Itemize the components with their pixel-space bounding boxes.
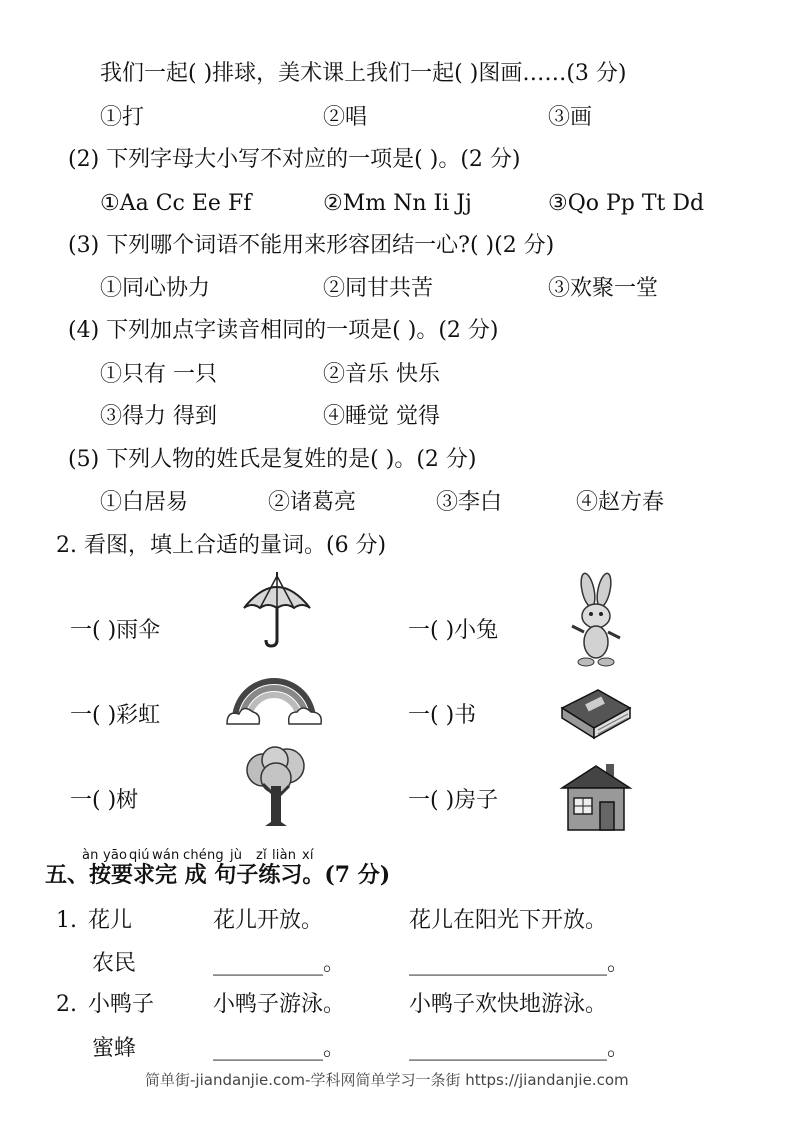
umbrella-icon	[240, 572, 314, 648]
option-1: ①同心协力	[100, 276, 211, 301]
example-short: 花儿开放。	[213, 908, 324, 933]
pinyin-qiu: qiú	[129, 848, 150, 863]
question-1-1-text: 我们一起( )排球，美术课上我们一起( )图画……(3 分)	[100, 61, 627, 86]
measure-word-tree: 一( )树	[70, 788, 139, 813]
question-3-text: (3) 下列哪个词语不能用来形容团结一心?( )(2 分)	[68, 233, 555, 258]
example-long: 花儿在阳光下开放。	[409, 908, 608, 933]
option-2: ②唱	[323, 105, 368, 130]
option-3: ③李白	[436, 490, 503, 515]
option-1: ①打	[100, 105, 145, 130]
answer-blank-long[interactable]: __________________。	[409, 1036, 630, 1061]
section-2-title: 2. 看图，填上合适的量词。(6 分)	[56, 533, 387, 558]
option-3: ③画	[548, 105, 593, 130]
subject-word: 花儿	[88, 908, 133, 933]
question-4-text: (4) 下列加点字读音相同的一项是( )。(2 分)	[68, 318, 499, 343]
answer-blank-short[interactable]: __________。	[213, 1036, 346, 1061]
book-icon	[558, 688, 634, 742]
option-1: ①只有 一只	[100, 362, 217, 387]
measure-word-book: 一( )书	[408, 703, 477, 728]
option-2: ②同甘共苦	[323, 276, 434, 301]
option-1: ①白居易	[100, 490, 189, 515]
answer-blank-short[interactable]: __________。	[213, 951, 346, 976]
option-2: ②音乐 快乐	[323, 362, 440, 387]
rainbow-icon	[225, 676, 323, 730]
example-short: 小鸭子游泳。	[213, 992, 346, 1017]
tree-icon	[243, 746, 309, 828]
house-icon	[560, 760, 632, 832]
measure-word-house: 一( )房子	[408, 788, 499, 813]
pinyin-an: àn	[82, 848, 99, 863]
option-3: ③欢聚一堂	[548, 276, 659, 301]
option-1: ①Aa Cc Ee Ff	[100, 191, 252, 216]
pinyin-zi: zǐ	[256, 848, 267, 863]
example-long: 小鸭子欢快地游泳。	[409, 992, 608, 1017]
question-2-text: (2) 下列字母大小写不对应的一项是( )。(2 分)	[68, 147, 521, 172]
pinyin-wan: wán	[152, 848, 180, 863]
option-4: ④赵方春	[576, 490, 665, 515]
section-5-title: 五、按要求完 成 句子练习。(7 分)	[45, 862, 391, 888]
pinyin-cheng: chéng	[183, 848, 224, 863]
measure-word-umbrella: 一( )雨伞	[70, 618, 161, 643]
answer-blank-long[interactable]: __________________。	[409, 951, 630, 976]
pinyin-yao: yāo	[103, 848, 128, 863]
option-4: ④睡觉 觉得	[323, 404, 440, 429]
measure-word-rabbit: 一( )小兔	[408, 618, 499, 643]
option-3: ③得力 得到	[100, 404, 217, 429]
footer-watermark: 简单街-jiandanjie.com-学科网简单学习一条街 https://jiandanjie.com	[145, 1071, 629, 1089]
row-number-1: 1.	[56, 908, 77, 933]
question-5-text: (5) 下列人物的姓氏是复姓的是( )。(2 分)	[68, 447, 477, 472]
subject-word: 蜜蜂	[92, 1036, 137, 1061]
measure-word-rainbow: 一( )彩虹	[70, 703, 161, 728]
option-2: ②Mm Nn Ii Jj	[323, 191, 472, 216]
rabbit-icon	[560, 572, 632, 668]
pinyin-ju: jù	[230, 848, 243, 863]
row-number-2: 2.	[56, 992, 77, 1017]
subject-word: 农民	[92, 951, 137, 976]
pinyin-xi: xí	[302, 848, 314, 863]
option-3: ③Qo Pp Tt Dd	[548, 191, 705, 216]
subject-word: 小鸭子	[88, 992, 155, 1017]
option-2: ②诸葛亮	[268, 490, 357, 515]
pinyin-lian: liàn	[272, 848, 297, 863]
